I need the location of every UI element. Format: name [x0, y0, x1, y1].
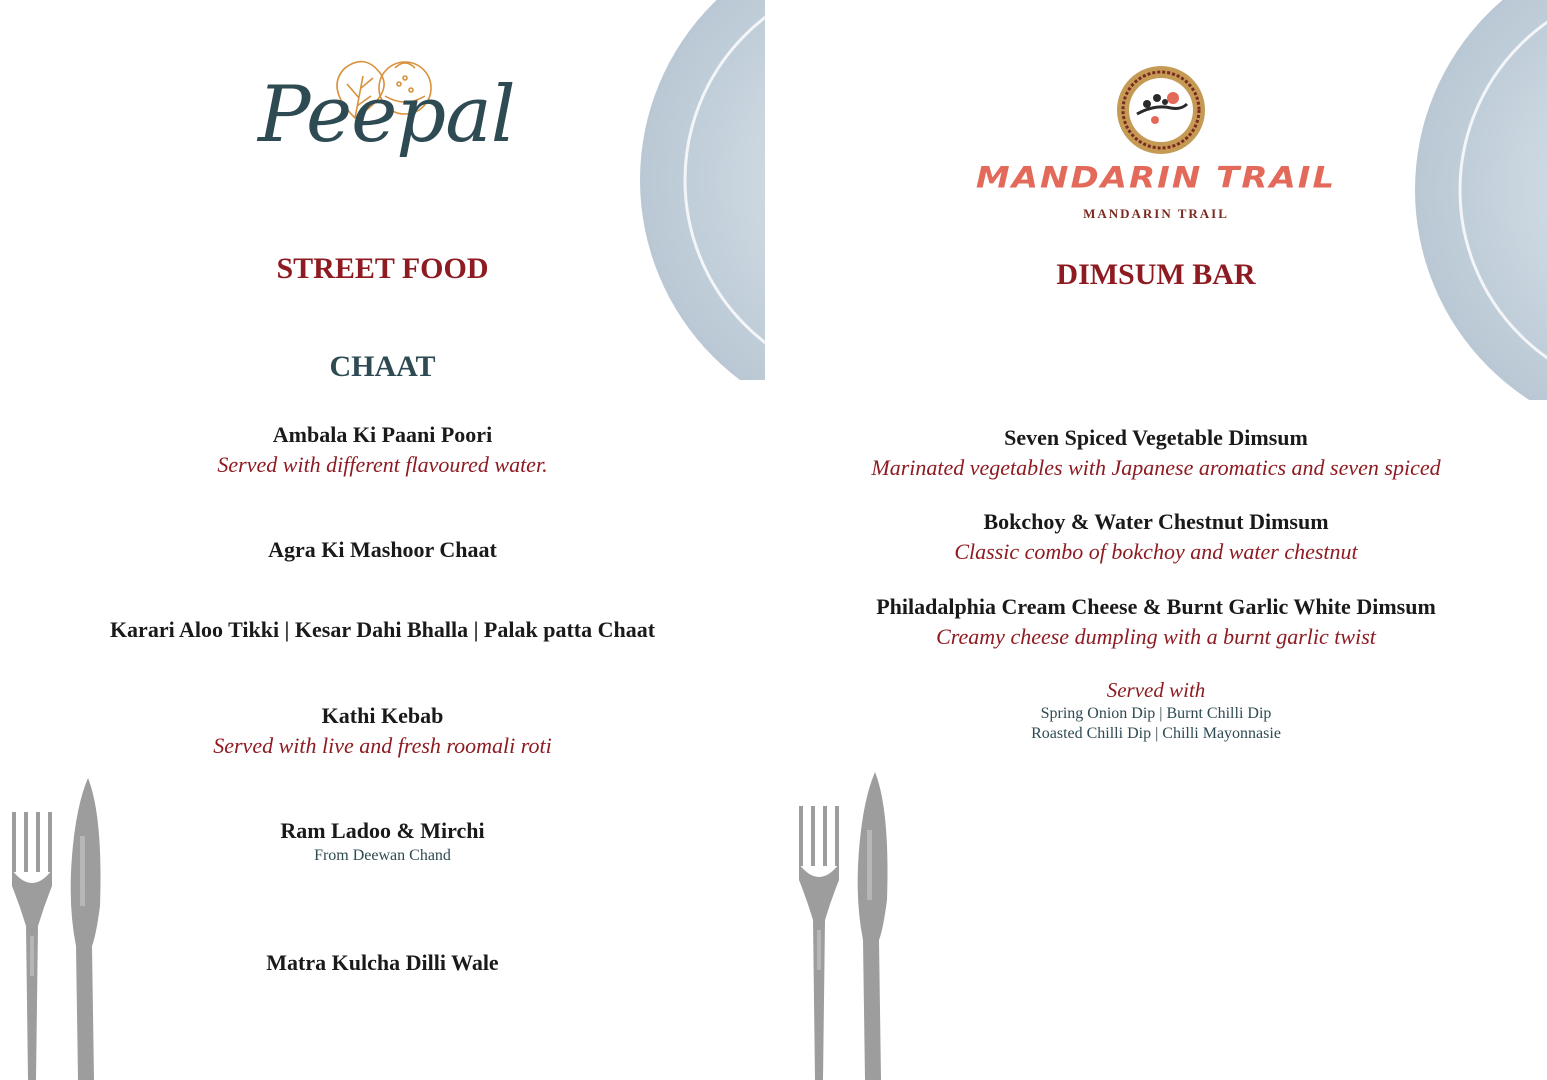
menu-item-name: Agra Ki Mashoor Chaat [268, 537, 497, 562]
menu-page-mandarin-trail [765, 0, 1547, 1080]
menu-item-name: Ram Ladoo & Mirchi [280, 818, 485, 843]
menu-item [0, 703, 765, 759]
menu-item-name: Seven Spiced Vegetable Dimsum [1004, 425, 1308, 450]
mandarin-trail-tagline: MANDARIN TRAIL [1083, 206, 1229, 221]
menu-item-name: Karari Aloo Tikki | Kesar Dahi Bhalla | Palak patta Chaat [109, 617, 656, 642]
peepal-logo-text: Peepal [258, 70, 515, 160]
menu-item-note: From Deewan Chand [314, 847, 451, 864]
menu-item-name: Matra Kulcha Dilli Wale [266, 950, 499, 975]
menu-item [0, 537, 765, 563]
menu-item-desc: Classic combo of bokchoy and water chestnut [954, 539, 1358, 564]
menu-item [765, 425, 1547, 481]
subsection-title-chaat: CHAAT [329, 350, 436, 383]
plate-icon [1415, 0, 1547, 400]
menu-item-desc: Creamy cheese dumpling with a burnt garlic twist [936, 624, 1376, 649]
menu-item-name: Kathi Kebab [321, 703, 444, 728]
dip-line: Roasted Chilli Dip | Chilli Mayonnasie [1031, 725, 1281, 742]
section-title-street-food: STREET FOOD [276, 252, 489, 285]
section-title-dimsum-bar: DIMSUM BAR [1056, 258, 1256, 291]
menu-item-name: Bokchoy & Water Chestnut Dimsum [983, 509, 1329, 534]
menu-item-desc: Served with live and fresh roomali roti [213, 733, 552, 758]
fork-and-knife-icon [795, 770, 895, 1080]
menu-item [0, 617, 765, 643]
plate-icon [640, 0, 765, 380]
dip-line: Spring Onion Dip | Burnt Chilli Dip [1040, 705, 1272, 722]
menu-item [0, 950, 765, 976]
menu-item-name: Ambala Ki Paani Poori [272, 422, 493, 447]
mandarin-trail-wordmark: MANDARIN TRAIL [975, 161, 1337, 195]
menu-page-peepal [0, 0, 765, 1080]
menu-item [0, 422, 765, 478]
mandarin-tree-emblem-icon [1115, 64, 1207, 156]
served-with-block [765, 678, 1547, 743]
menu-item-name: Philadalphia Cream Cheese & Burnt Garlic White Dimsum [876, 594, 1436, 619]
menu-item [765, 509, 1547, 565]
menu-item [0, 818, 765, 865]
menu-item-desc: Marinated vegetables with Japanese aromatics and seven spiced [871, 455, 1441, 480]
menu-item-desc: Served with different flavoured water. [217, 452, 548, 477]
menu-item [765, 594, 1547, 650]
served-with-label: Served with [1106, 678, 1206, 702]
